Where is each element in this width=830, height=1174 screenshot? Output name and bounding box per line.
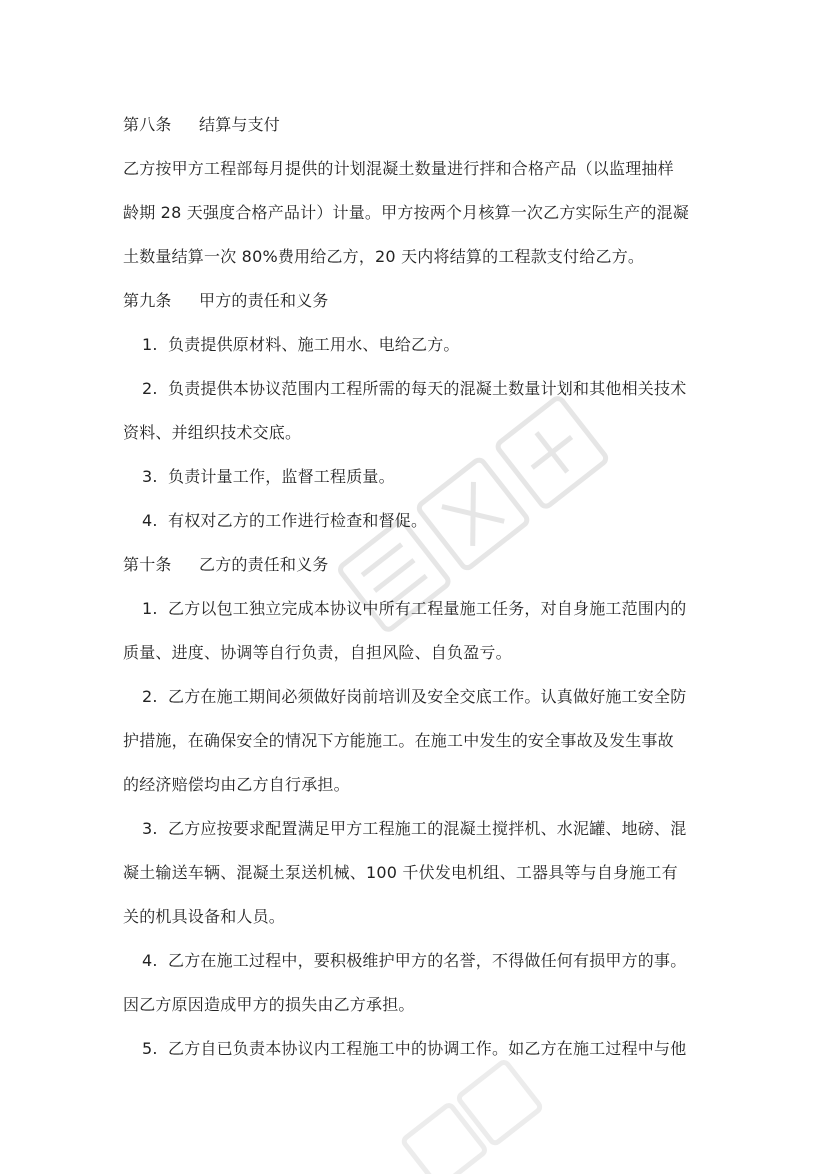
item-index: 2. [142, 687, 158, 706]
item-continuation: 的经济赔偿均由乙方自行承担。 [123, 775, 350, 794]
article-10-title: 乙方的责任和义务 [199, 555, 329, 574]
item-index: 5. [142, 1039, 158, 1058]
item-text: 负责提供本协议范围内工程所需的每天的混凝土数量计划和其他相关技术 [168, 379, 687, 398]
item-index: 4. [142, 511, 158, 530]
item-text: 有权对乙方的工作进行检查和督促。 [168, 511, 428, 530]
item-continuation: 关的机具设备和人员。 [123, 907, 286, 926]
article-9-item [142, 378, 686, 400]
item-continuation: 护措施，在确保安全的情况下方能施工。在施工中发生的安全事故及发生事故 [123, 731, 674, 750]
article-9-heading [123, 290, 329, 312]
item-index: 3. [142, 467, 158, 486]
item-text: 负责计量工作，监督工程质量。 [168, 467, 395, 486]
article-8-line: 土数量结算一次 80%费用给乙方，20 天内将结算的工程款支付给乙方。 [123, 247, 645, 266]
article-9-item [142, 510, 427, 532]
article-9-number: 第九条 [123, 291, 172, 310]
item-text: 乙方在施工期间必须做好岗前培训及安全交底工作。认真做好施工安全防 [168, 687, 687, 706]
article-9-item [142, 334, 460, 356]
article-8-line: 乙方按甲方工程部每月提供的计划混凝土数量进行拌和合格产品（以监理抽样 [123, 159, 674, 178]
article-10-item [142, 598, 686, 620]
article-10-item [142, 818, 686, 840]
article-10-item [142, 1038, 686, 1060]
article-8-number: 第八条 [123, 115, 172, 134]
item-continuation: 凝土输送车辆、混凝土泵送机械、100 千伏发电机组、工器具等与自身施工有 [123, 863, 678, 882]
item-index: 4. [142, 951, 158, 970]
item-text: 乙方以包工独立完成本协议中所有工程量施工任务，对自身施工范围内的 [168, 599, 687, 618]
item-continuation: 质量、进度、协调等自行负责，自担风险、自负盈亏。 [123, 643, 512, 662]
article-10-heading [123, 554, 329, 576]
article-8-title: 结算与支付 [199, 115, 281, 134]
item-continuation: 资料、并组织技术交底。 [123, 423, 302, 442]
article-10-number: 第十条 [123, 555, 172, 574]
item-text: 乙方自已负责本协议内工程施工中的协调工作。如乙方在施工过程中与他 [168, 1039, 687, 1058]
article-10-item [142, 950, 686, 972]
watermark-stamp-icon [360, 1060, 560, 1174]
item-text: 乙方应按要求配置满足甲方工程施工的混凝土搅拌机、水泥罐、地磅、混 [168, 819, 687, 838]
item-text: 乙方在施工过程中，要积极维护甲方的名誉，不得做任何有损甲方的事。 [168, 951, 687, 970]
item-index: 3. [142, 819, 158, 838]
article-9-title: 甲方的责任和义务 [199, 291, 329, 310]
article-8-heading [123, 114, 280, 136]
item-index: 2. [142, 379, 158, 398]
item-continuation: 因乙方原因造成甲方的损失由乙方承担。 [123, 995, 415, 1014]
item-text: 负责提供原材料、施工用水、电给乙方。 [168, 335, 460, 354]
item-index: 1. [142, 335, 158, 354]
item-index: 1. [142, 599, 158, 618]
article-9-item [142, 466, 395, 488]
article-8-line: 龄期 28 天强度合格产品计）计量。甲方按两个月核算一次乙方实际生产的混凝 [123, 203, 689, 222]
article-10-item [142, 686, 686, 708]
